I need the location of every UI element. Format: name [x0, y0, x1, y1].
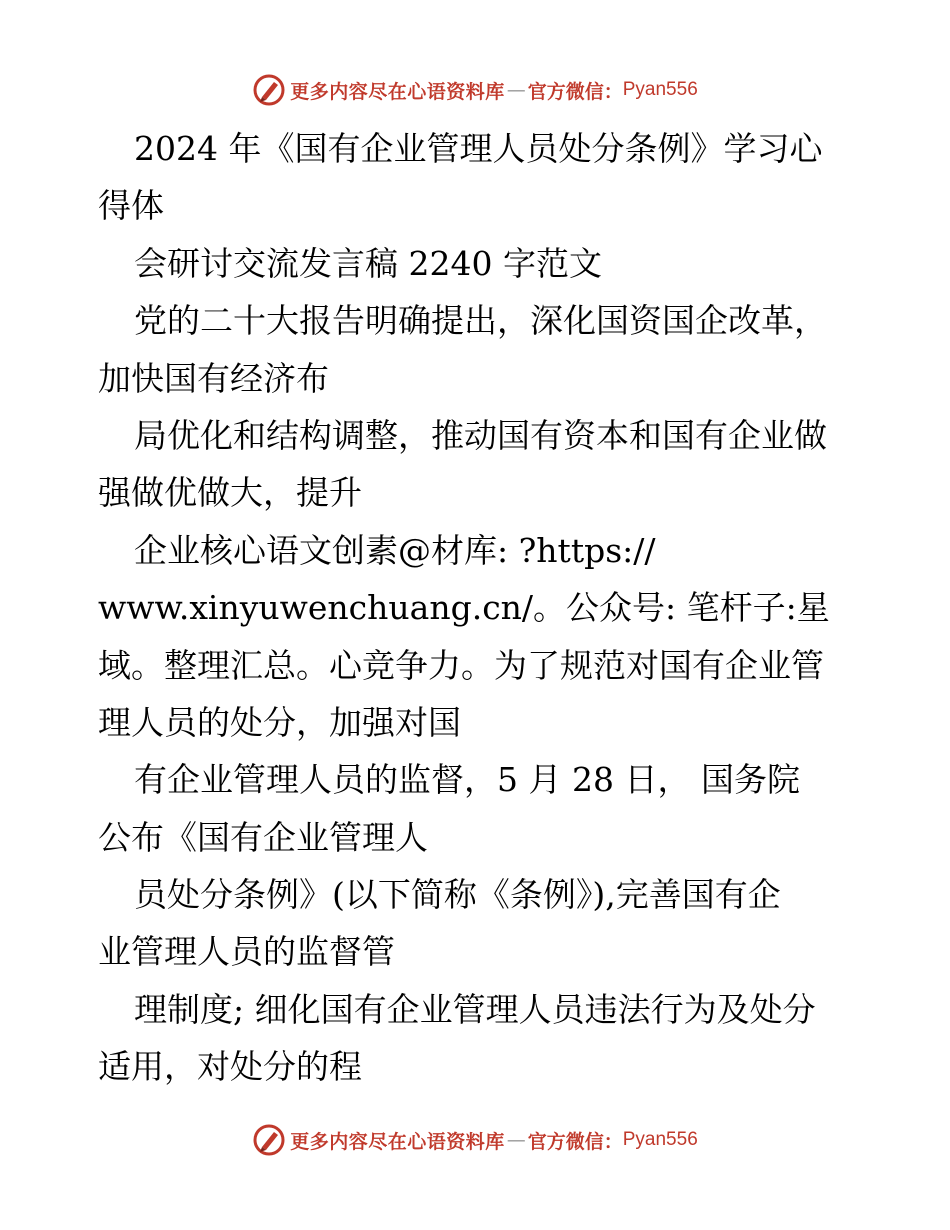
text-line: 2024 年《国有企业管理人员处分条例》学习心	[134, 129, 823, 168]
header-separator: —	[506, 79, 526, 101]
text-line: 员处分条例》(以下简称《条例》),完善国有企	[134, 875, 781, 915]
document-body	[98, 120, 868, 1096]
text-line: 企业核心语文创素@材库: ?https://	[134, 530, 656, 570]
text-line: 适用，对处分的程	[98, 1047, 362, 1087]
text-line: 强做优做大，提升	[98, 473, 362, 513]
footer-wechat-label: 官方微信：	[527, 1130, 623, 1153]
text-line: 党的二十大报告明确提出，深化国资国企改革，	[134, 301, 827, 341]
text-line: 公布《国有企业管理人	[98, 817, 428, 857]
text-line: 有企业管理人员的监督，5 月 28 日， 国务院	[134, 760, 800, 800]
text-line: 会研讨交流发言稿 2240 字范文	[134, 243, 602, 283]
text-line: 域。整理汇总。心竞争力。为了规范对国有企业管	[98, 645, 824, 685]
text-line: 理人员的处分，加强对国	[98, 702, 461, 742]
text-line: 得体	[98, 186, 164, 226]
text-line: 业管理人员的监督管	[98, 932, 395, 972]
text-line: 加快国有经济布	[98, 358, 329, 398]
header-site-text: 更多内容尽在心语资料库	[290, 80, 505, 103]
header-banner	[0, 70, 950, 110]
footer-separator: —	[506, 1129, 526, 1151]
header-wechat-label: 官方微信：	[527, 80, 623, 103]
text-line: www.xinyuwenchuang.cn/。公众号: 笔杆子:星	[98, 588, 830, 628]
pen-logo-icon	[252, 1123, 286, 1157]
text-line: 局优化和结构调整，推动国有资本和国有企业做	[134, 415, 827, 455]
footer-wechat-id: Pyan556	[622, 1129, 698, 1150]
header-wechat-id: Pyan556	[622, 79, 698, 100]
footer-banner	[0, 1120, 950, 1160]
text-line: 理制度; 细化国有企业管理人员违法行为及处分	[134, 989, 816, 1029]
footer-site-text: 更多内容尽在心语资料库	[290, 1130, 505, 1153]
pen-logo-icon	[252, 73, 286, 107]
